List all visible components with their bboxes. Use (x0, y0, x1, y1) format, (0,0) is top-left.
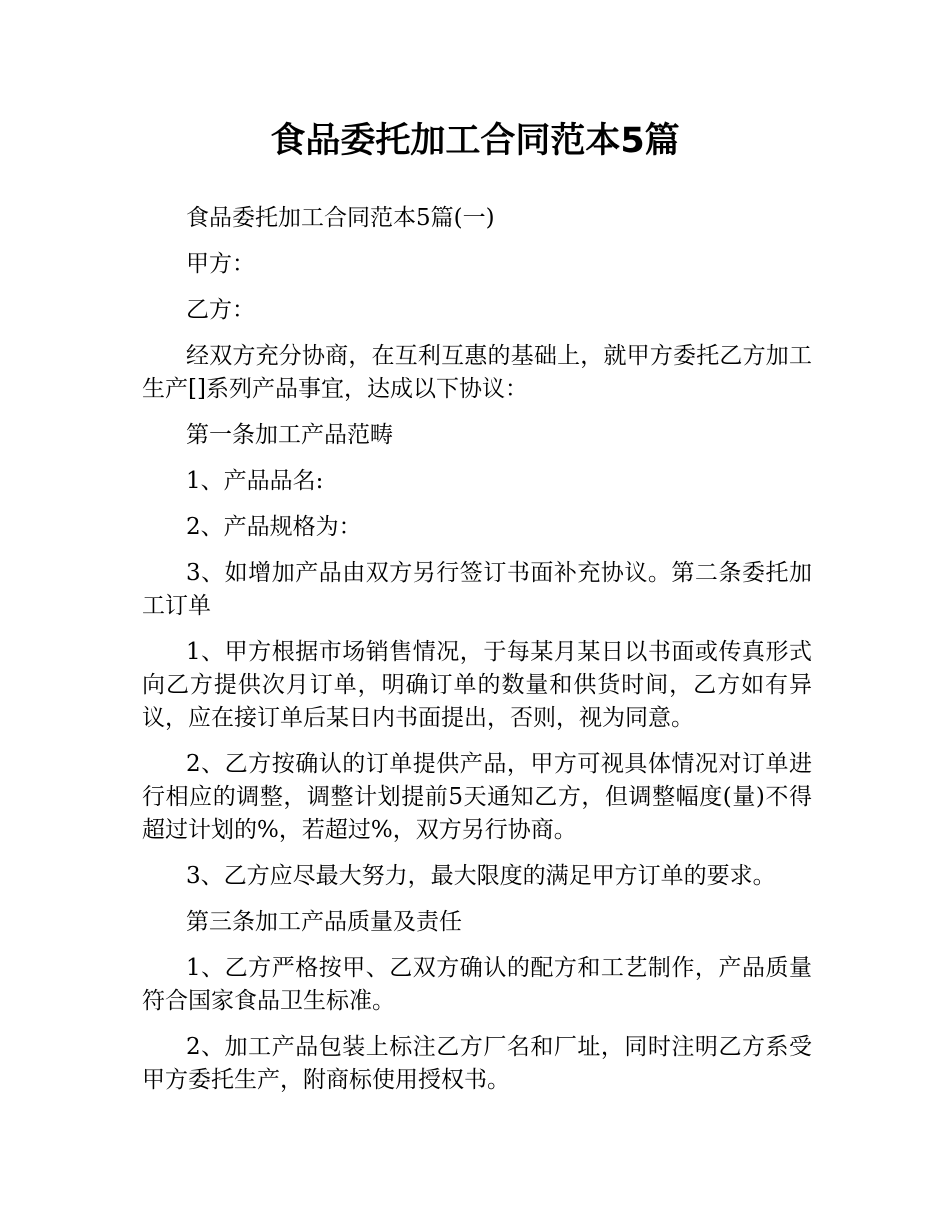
paragraph-item: 3、如增加产品由双方另行签订书面补充协议。第二条委托加工订单 (142, 560, 812, 619)
document-title: 食品委托加工合同范本5篇 (270, 121, 680, 161)
paragraph-item: 3、乙方应尽最大努力，最大限度的满足甲方订单的要求。 (186, 863, 776, 889)
section-heading-article-3: 第三条加工产品质量及责任 (186, 909, 462, 935)
paragraph-party-b: 乙方： (186, 297, 255, 323)
paragraph-item: 2、乙方按确认的订单提供产品，甲方可视具体情况对订单进行相应的调整，调整计划提前5天通知乙方，但调整幅度(量)不得超过计划的%，若超过%，双方另行协商。 (142, 751, 812, 843)
document-body (142, 202, 812, 1110)
section-heading-article-1: 第一条加工产品范畴 (186, 422, 393, 448)
paragraph-item: 1、乙方严格按甲、乙双方确认的配方和工艺制作，产品质量符合国家食品卫生标准。 (142, 955, 812, 1014)
paragraph-subtitle: 食品委托加工合同范本5篇(一) (186, 205, 495, 231)
paragraph-item: 1、产品品名: (186, 468, 324, 494)
paragraph-item: 1、甲方根据市场销售情况，于每某月某日以书面或传真形式向乙方提供次月订单，明确订单的数量和供货时间，乙方如有异议，应在接订单后某日内书面提出，否则，视为同意。 (142, 639, 812, 731)
paragraph-party-a: 甲方： (186, 251, 255, 277)
paragraph-item: 2、加工产品包装上标注乙方厂名和厂址，同时注明乙方系受甲方委托生产，附商标使用授权书。 (142, 1034, 812, 1093)
paragraph-item: 2、产品规格为： (186, 514, 362, 540)
paragraph-preamble: 经双方充分协商，在互利互惠的基础上，就甲方委托乙方加工生产[]系列产品事宜，达成以下协议： (142, 343, 812, 402)
